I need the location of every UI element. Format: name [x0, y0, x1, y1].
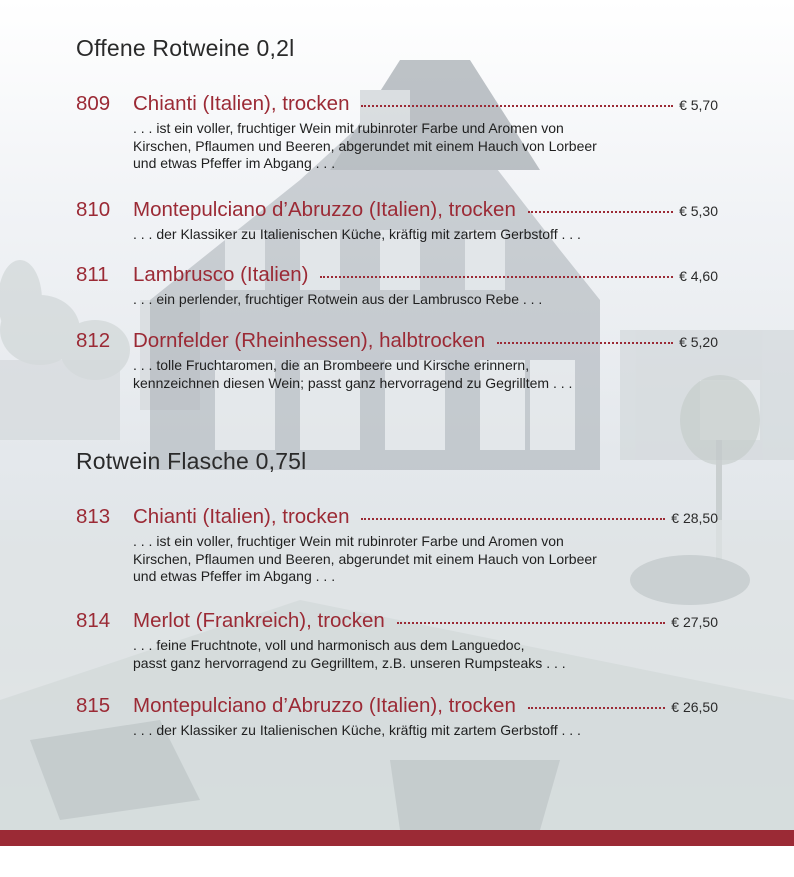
leader-dots	[528, 707, 665, 709]
leader-dots	[361, 105, 673, 107]
item-description: . . . ist ein voller, fruchtiger Wein mit rubinroter Farbe und Aromen von Kirschen, Pflaumen und Beeren, abgerundet mit einem Hauch von Lorbeer und etwas Pfeffer im Abgang . . .	[133, 533, 597, 584]
item-number: 812	[76, 329, 111, 352]
item-description: . . . ein perlender, fruchtiger Rotwein aus der Lambrusco Rebe . . .	[133, 291, 543, 307]
item-price: € 5,30	[679, 203, 718, 219]
item-price: € 5,20	[679, 334, 718, 350]
menu-item	[76, 609, 718, 672]
item-number: 809	[76, 92, 111, 115]
item-number: 813	[76, 505, 111, 528]
item-price: € 4,60	[679, 268, 718, 284]
menu-item	[76, 198, 718, 244]
footer-band	[0, 830, 794, 846]
menu-item	[76, 505, 718, 586]
leader-dots	[361, 518, 665, 520]
item-price: € 28,50	[671, 510, 718, 526]
leader-dots	[497, 342, 673, 344]
footer-bottom	[0, 846, 794, 877]
leader-dots	[397, 622, 666, 624]
leader-dots	[320, 276, 673, 278]
item-price: € 27,50	[671, 614, 718, 630]
section-title: Rotwein Flasche 0,75l	[76, 448, 307, 474]
menu-item	[76, 92, 718, 173]
menu-item	[76, 694, 718, 740]
section-title: Offene Rotweine 0,2l	[76, 35, 295, 61]
menu-item	[76, 329, 718, 392]
item-name: Chianti (Italien), trocken	[133, 505, 350, 528]
item-name: Merlot (Frankreich), trocken	[133, 609, 385, 632]
item-description: . . . feine Fruchtnote, voll und harmonisch aus dem Languedoc, passt ganz hervorragend zu Gegrilltem, z.B. unseren Rumpsteaks . . .	[133, 637, 566, 671]
leader-dots	[528, 211, 673, 213]
item-name: Montepulciano d’Abruzzo (Italien), trocken	[133, 694, 516, 717]
item-name: Chianti (Italien), trocken	[133, 92, 350, 115]
item-description: . . . tolle Fruchtaromen, die an Brombeere und Kirsche erinnern, kennzeichnen diesen Wein; passt ganz hervorragend zu Gegrilltem . . .	[133, 357, 573, 391]
item-price: € 26,50	[671, 699, 718, 715]
item-number: 810	[76, 198, 111, 221]
item-name: Montepulciano d’Abruzzo (Italien), trocken	[133, 198, 516, 221]
item-description: . . . der Klassiker zu Italienischen Küche, kräftig mit zartem Gerbstoff . . .	[133, 722, 581, 738]
item-description: . . . ist ein voller, fruchtiger Wein mit rubinroter Farbe und Aromen von Kirschen, Pflaumen und Beeren, abgerundet mit einem Hauch von Lorbeer und etwas Pfeffer im Abgang . . .	[133, 120, 597, 171]
item-name: Dornfelder (Rheinhessen), halbtrocken	[133, 329, 486, 352]
item-description: . . . der Klassiker zu Italienischen Küche, kräftig mit zartem Gerbstoff . . .	[133, 226, 581, 242]
item-price: € 5,70	[679, 97, 718, 113]
item-number: 811	[76, 263, 109, 286]
menu-item	[76, 263, 718, 309]
item-name: Lambrusco (Italien)	[133, 263, 309, 286]
item-number: 815	[76, 694, 111, 717]
item-number: 814	[76, 609, 111, 632]
